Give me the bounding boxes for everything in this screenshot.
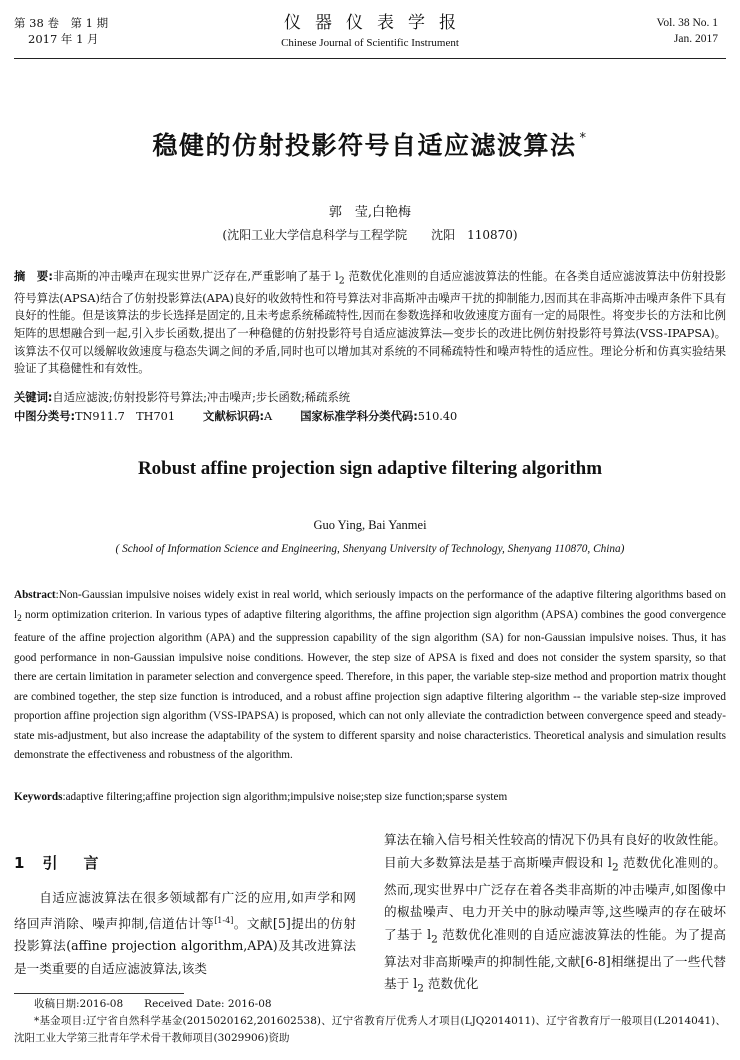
std-code-value: 510.40 bbox=[417, 410, 458, 423]
keywords-text-en: :adaptive filtering;affine projection sign algorithm;impulsive noise;step size function;sparse system bbox=[62, 791, 508, 803]
section-heading-introduction bbox=[14, 852, 124, 873]
body-column-right bbox=[384, 829, 726, 1000]
clc-label: 中图分类号: bbox=[14, 410, 76, 423]
paper-title-en: Robust affine projection sign adaptive filtering algorithm bbox=[137, 458, 603, 479]
received-date: 收稿日期:2016-08 Received Date: 2016-08 bbox=[34, 998, 272, 1010]
volume-issue-en: Vol. 38 No. 1 bbox=[656, 17, 718, 29]
abstract-text-en-b: norm optimization criterion. In various types of adaptive filtering algorithms, the affine projection sign algorithm (APSA) combines the good convergence feature of the affine projection algorithm (APA) and the suppression capability of the sign algorithm (SA) for non-Gaussian impulsive noises. Thus, it has good performance in non-Gaussian impulsive noise conditions. However, the step size of APSA is fixed and does not consider the system sparsity, so that there are certain limitation in parameter selection and convergence speed. Therefore, in this paper, the variable step-size method and proportion matrix thought are combined together, the step size function is introduced, and a robust affine projection sign adaptive filtering algorithm -- the variable step-size improved proportion affine projection sign algorithm (VSS-IPAPSA) is proposed, which can not only alleviate the contradiction between convergence speed and steady-state mis-adjustment, but also increase the adaptability of the system to different sparsity and noise characteristics. Theoretical analysis and simulation results demonstrate the effectiveness and robustness of the algorithm. bbox=[14, 608, 726, 762]
abstract-text-en-a: :Non-Gaussian impulsive noises widely exist in real world, which seriously impacts on the performance of the adaptive filtering algorithms based on l bbox=[14, 589, 726, 621]
body-left-text-a: 自适应滤波算法在很多领域都有广泛的应用,如声学和网络回声消除、噪声抑制,信道估计等 bbox=[14, 890, 356, 931]
abstract-text-cn-a: 非高斯的冲击噪声在现实世界广泛存在,严重影响了基于 l bbox=[52, 270, 339, 283]
header-volume-cn bbox=[14, 15, 108, 47]
abstract-subscript-en: 2 bbox=[17, 613, 22, 624]
footnote-divider bbox=[14, 993, 184, 994]
volume-issue-cn: 第 38 卷 第 1 期 bbox=[14, 16, 109, 30]
doc-code-label: 文献标识码: bbox=[203, 410, 265, 423]
body-right-subscript-2: 2 bbox=[431, 933, 438, 946]
keywords-en bbox=[14, 789, 726, 806]
keywords-label-en: Keywords bbox=[14, 791, 63, 803]
affiliation-cn: (沈阳工业大学信息科学与工程学院 沈阳 110870) bbox=[222, 228, 518, 242]
abstract-label-en: Abstract bbox=[14, 589, 56, 601]
body-right-text-a: 算法在输入信号相关性较高的情况下仍具有良好的收敛性能。目前大多数算法是基于高斯噪声假设和 l bbox=[384, 832, 726, 870]
date-en: Jan. 2017 bbox=[673, 33, 718, 45]
journal-name-cn: 仪器仪表学报 bbox=[284, 13, 470, 33]
abstract-en bbox=[14, 586, 726, 766]
journal-name-en: Chinese Journal of Scientific Instrument bbox=[281, 37, 459, 49]
body-right-text-b: 范数优化准则的。然而,现实世界中广泛存在着各类非高斯的冲击噪声,如图像中的椒盐噪声、电力开关中的脉动噪声等,这些噪声的存在破坏了基于 l bbox=[384, 854, 727, 942]
body-right-subscript-3: 2 bbox=[417, 982, 424, 995]
body-right-text-d: 范数优化 bbox=[423, 976, 479, 992]
date-cn: 2017 年 1 月 bbox=[28, 32, 99, 46]
abstract-subscript-cn: 2 bbox=[338, 275, 345, 287]
clc-value: TN911.7 TH701 bbox=[75, 410, 176, 423]
body-right-subscript-1: 2 bbox=[611, 861, 619, 874]
body-right-text-c: 范数优化准则的自适应滤波算法的性能。为了提高算法对非高斯噪声的抑制性能,文献[6-8]相继提出了一些代替基于 l bbox=[384, 926, 726, 992]
keywords-cn bbox=[14, 389, 726, 406]
keywords-text-cn: 自适应滤波;仿射投影符号算法;冲击噪声;步长函数;稀疏系统 bbox=[52, 391, 351, 404]
abstract-label-cn: 摘 要: bbox=[14, 270, 53, 283]
title-text-cn: 稳健的仿射投影符号自适应滤波算法 bbox=[152, 131, 577, 160]
keywords-label-cn: 关键词: bbox=[14, 391, 53, 404]
section-title: 引言 bbox=[42, 854, 125, 872]
citation-1-4: [1-4] bbox=[214, 915, 234, 925]
std-code-label: 国家标准学科分类代码: bbox=[300, 410, 418, 423]
title-footnote-mark: * bbox=[579, 131, 588, 146]
body-column-left bbox=[14, 887, 356, 980]
abstract-cn bbox=[14, 268, 726, 378]
paper-title-cn bbox=[0, 126, 740, 162]
header-volume-en bbox=[657, 15, 718, 47]
funding-footnote: *基金项目:辽宁省自然科学基金(2015020162,201602538)、辽宁省教育厅优秀人才项目(LJQ2014011)、辽宁省教育厅一般项目(L2014041)、沈阳工业大学第三批青年学术骨干教师项目(3029906)资助 bbox=[14, 1015, 726, 1044]
authors-en: Guo Ying, Bai Yanmei bbox=[313, 518, 427, 532]
body-left-text-b: 。文献[5]提出的仿射投影算法(affine projection algorithm,APA)及其改进算法是一类重要的自适应滤波算法,该类 bbox=[14, 915, 356, 976]
doc-code-value: A bbox=[264, 410, 273, 423]
authors-cn: 郭 莹,白艳梅 bbox=[328, 205, 412, 220]
header-divider bbox=[14, 58, 726, 59]
abstract-text-cn-b: 范数优化准则的自适应滤波算法的性能。在各类自适应滤波算法中仿射投影符号算法(APSA)结合了仿射投影算法(APA)良好的收敛特性和符号算法对非高斯冲击噪声干扰的抑制能力,因而其在非高斯冲击噪声条件下具有良好的性能。但是该算法的步长选择是固定的,且未考虑系统稀疏特性,因而在参数选择和收敛速度方面有一定的局限性。将变步长的方法和比例矩阵的思想融合到一起,引入步长函数,提出了一种稳健的仿射投影符号自适应滤波算法—变步长的改进比例仿射投影符号算法(VSS-IPAPSA)。该算法不仅可以缓解收敛速度与稳态失调之间的矛盾,同时也可以增加其对系统的不同稀疏特性和噪声特性的适应性。理论分析和仿真实验结果验证了其稳健性和有效性。 bbox=[14, 270, 726, 376]
section-number: 1 bbox=[14, 854, 25, 872]
affiliation-en: ( School of Information Science and Engineering, Shenyang University of Technology, Shenyang 110870, China) bbox=[115, 543, 625, 555]
journal-masthead bbox=[200, 12, 540, 50]
classification-codes bbox=[14, 408, 726, 425]
